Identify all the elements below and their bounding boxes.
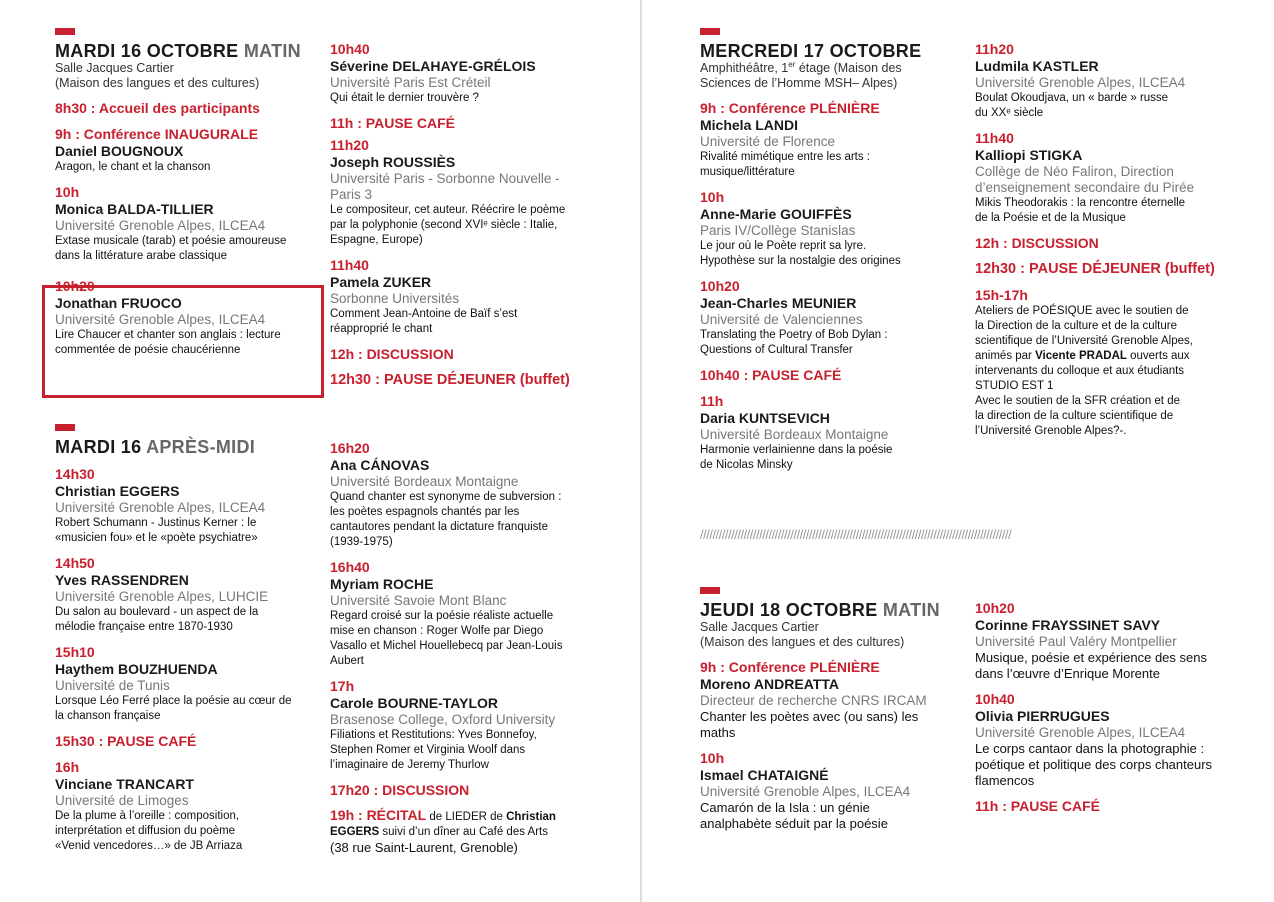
recital-address: (38 rue Saint-Laurent, Grenoble): [330, 840, 518, 855]
affiliation: Université Bordeaux Montaigne: [330, 474, 519, 489]
conference: 9h : Conférence PLÉNIÈRE: [700, 100, 880, 116]
page-fold: [640, 0, 642, 902]
talk-time: 14h30: [55, 466, 95, 482]
tue-afternoon-col2: [330, 431, 620, 855]
speaker-name: Vinciane TRANCART: [55, 776, 194, 792]
talk-title: Espagne, Europe): [330, 234, 423, 246]
talk-title: cantautores pendant la dictature franquiste: [330, 521, 549, 533]
workshop-time: 15h-17h: [975, 287, 1028, 303]
workshop-text: animés par Vicente PRADAL ouverts aux: [975, 350, 1190, 362]
affiliation: Université Paul Valéry Montpellier: [975, 634, 1177, 649]
affiliation: Université Bordeaux Montaigne: [700, 427, 889, 442]
speaker-name: Haythem BOUZHUENDA: [55, 661, 218, 677]
speaker-name: Ludmila KASTLER: [975, 58, 1099, 74]
talk-time: 11h20: [330, 137, 369, 153]
workshop-text: la direction de la culture scientifique de: [975, 410, 1174, 422]
talk-title: mise en chanson : Roger Wolfe par Diego: [330, 625, 544, 637]
talk-title: Vasallo et Michel Houellebecq par Jean-Louis: [330, 640, 563, 652]
speaker-name: Ana CÁNOVAS: [330, 457, 430, 473]
talk-time: 14h50: [55, 555, 95, 571]
speaker-name: Yves RASSENDREN: [55, 572, 189, 588]
talk-title: interprétation et diffusion du poème: [55, 825, 236, 837]
talk-title: analphabète séduit par la poésie: [700, 816, 888, 831]
affiliation: Université Paris - Sorbonne Nouvelle -: [330, 171, 560, 186]
coffee-break: 15h30 : PAUSE CAFÉ: [55, 733, 197, 749]
affiliation: Université Grenoble Alpes, ILCEA4: [700, 784, 911, 799]
talk-title: Extase musicale (tarab) et poésie amoureuse: [55, 235, 287, 247]
affiliation: Université de Florence: [700, 134, 836, 149]
talk-title: maths: [700, 725, 736, 740]
talk-title: De la plume à l’oreille : composition,: [55, 810, 240, 822]
talk-time: 10h20: [700, 278, 740, 294]
talk-time: 11h20: [975, 41, 1014, 57]
talk-title: Harmonie verlainienne dans la poésie: [700, 444, 893, 456]
talk-title: Translating the Poetry of Bob Dylan :: [700, 329, 888, 341]
affiliation: Collège de Néo Faliron, Direction: [975, 164, 1174, 179]
wed-col1: [700, 28, 955, 473]
talk-title: dans l’œuvre d’Enrique Morente: [975, 666, 1160, 681]
wed-col2: [975, 41, 1235, 439]
section-bar: [55, 424, 75, 431]
day-heading: MARDI 16 OCTOBRE MATIN: [55, 41, 301, 61]
affiliation: Université de Tunis: [55, 678, 170, 693]
affiliation: Directeur de recherche CNRS IRCAM: [700, 693, 927, 708]
talk-title: Camarón de la Isla : un génie: [700, 800, 870, 815]
speaker-name: Carole BOURNE-TAYLOR: [330, 695, 499, 711]
day-heading: JEUDI 18 OCTOBRE MATIN: [700, 600, 940, 620]
speaker-name: Moreno ANDREATTA: [700, 676, 839, 692]
talk-title: réapproprié le chant: [330, 323, 433, 335]
affiliation: Université Grenoble Alpes, ILCEA4: [55, 500, 266, 515]
talk-title: de Nicolas Minsky: [700, 459, 793, 471]
talk-time: 15h10: [55, 644, 95, 660]
affiliation: Université de Limoges: [55, 793, 189, 808]
lunch-break: 12h30 : PAUSE DÉJEUNER (buffet): [330, 372, 570, 388]
section-bar: [700, 28, 720, 35]
talk-time: 11h: [700, 393, 724, 409]
talk-title: Lire Chaucer et chanter son anglais : lecture: [55, 329, 281, 341]
day-heading: MARDI 16 APRÈS-MIDI: [55, 437, 256, 457]
talk-title: Stephen Romer et Virginia Woolf dans: [330, 744, 526, 756]
speaker-name: Joseph ROUSSIÈS: [330, 154, 456, 170]
talk-time: 10h20: [55, 278, 95, 294]
talk-title: par la polyphonie (second XVIᵉ siècle : Italie,: [330, 219, 558, 231]
venue: (Maison des langues et des cultures): [700, 635, 905, 649]
speaker-name: Myriam ROCHE: [330, 576, 434, 592]
speaker-name: Olivia PIERRUGUES: [975, 708, 1110, 724]
conference: 9h : Conférence PLÉNIÈRE: [700, 659, 880, 675]
venue: Salle Jacques Cartier: [700, 620, 819, 634]
affiliation: Paris 3: [330, 187, 373, 202]
welcome: 8h30 : Accueil des participants: [55, 100, 260, 116]
talk-title: Robert Schumann - Justinus Kerner : le: [55, 517, 257, 529]
talk-title: Filiations et Restitutions: Yves Bonnefoy,: [330, 729, 537, 741]
talk-title: Aubert: [330, 655, 364, 667]
talk-title: les poètes espagnols chantés par les: [330, 506, 520, 518]
talk-title: Lorsque Léo Ferré place la poésie au cœur de: [55, 695, 292, 707]
speaker-name: Jonathan FRUOCO: [55, 295, 182, 311]
talk-title: Chanter les poètes avec (ou sans) les: [700, 709, 919, 724]
tue-morning-col1: [55, 28, 320, 358]
affiliation: Université Paris Est Créteil: [330, 75, 491, 90]
talk-time: 17h: [330, 678, 355, 694]
talk-time: 11h40: [330, 257, 369, 273]
section-bar: [700, 587, 720, 594]
affiliation: Université Grenoble Alpes, ILCEA4: [975, 725, 1186, 740]
affiliation: Université Grenoble Alpes, ILCEA4: [55, 218, 266, 233]
talk-title: Mikis Theodorakis : la rencontre éternelle: [975, 197, 1186, 209]
workshop-text: Ateliers de POÉSIQUE avec le soutien de: [975, 305, 1189, 317]
talk-title: de la Poésie et de la Musique: [975, 212, 1126, 224]
venue: Salle Jacques Cartier: [55, 61, 174, 75]
talk-time: 10h40: [330, 41, 370, 57]
talk-title: Qui était le dernier trouvère ?: [330, 92, 479, 104]
talk-title: flamencos: [975, 773, 1035, 788]
lunch-break: 12h30 : PAUSE DÉJEUNER (buffet): [975, 261, 1215, 277]
speaker-name: Kalliopi STIGKA: [975, 147, 1083, 163]
conference: 9h : Conférence INAUGURALE: [55, 126, 259, 142]
talk-title: l’imaginaire de Jeremy Thurlow: [330, 759, 489, 771]
day-heading: MERCREDI 17 OCTOBRE: [700, 41, 922, 61]
recital: 19h : RÉCITAL de LIEDER de Christian: [330, 807, 556, 823]
speaker-name: Corinne FRAYSSINET SAVY: [975, 617, 1161, 633]
talk-time: 16h40: [330, 559, 370, 575]
talk-title: commentée de poésie chaucérienne: [55, 344, 241, 356]
talk-title: Rivalité mimétique entre les arts :: [700, 151, 871, 163]
venue: Amphithéâtre, 1er étage (Maison des: [700, 59, 902, 75]
talk-title: Musique, poésie et expérience des sens: [975, 650, 1207, 665]
workshop-text: la Direction de la culture et de la culture: [975, 320, 1177, 332]
workshop-text: STUDIO EST 1: [975, 380, 1054, 392]
tue-morning-col2: [330, 41, 620, 389]
coffee-break: 10h40 : PAUSE CAFÉ: [700, 367, 842, 383]
talk-time: 11h40: [975, 130, 1014, 146]
speaker-name: Pamela ZUKER: [330, 274, 432, 290]
speaker-name: Anne-Marie GOUIFFÈS: [700, 206, 852, 222]
talk-time: 16h20: [330, 440, 370, 456]
recital: EGGERS suivi d’un dîner au Café des Arts: [330, 826, 548, 838]
talk-title: «musicien fou» et le «poète psychiatre»: [55, 532, 258, 544]
talk-title: Aragon, le chant et la chanson: [55, 161, 211, 173]
discussion: 12h : DISCUSSION: [330, 346, 454, 362]
talk-time: 10h: [55, 184, 80, 200]
talk-title: Le corps cantaor dans la photographie :: [975, 741, 1205, 756]
talk-title: Comment Jean-Antoine de Baïf s’est: [330, 308, 518, 320]
talk-title: Hypothèse sur la nostalgie des origines: [700, 255, 901, 267]
affiliation: Université Grenoble Alpes, ILCEA4: [55, 312, 266, 327]
talk-title: musique/littérature: [700, 166, 795, 178]
affiliation: Paris IV/Collège Stanislas: [700, 223, 856, 238]
talk-title: Boulat Okoudjava, un « barde » russe: [975, 92, 1169, 104]
talk-time: 10h40: [975, 691, 1015, 707]
talk-title: poétique et politique des corps chanteurs: [975, 757, 1213, 772]
separator: ////////////////////////////////////////////////////////////////////////////////////////////////////: [700, 527, 1012, 542]
talk-time: 10h20: [975, 600, 1015, 616]
section-bar: [55, 28, 75, 35]
talk-title: Du salon au boulevard - un aspect de la: [55, 606, 259, 618]
workshop-text: Avec le soutien de la SFR création et de: [975, 395, 1180, 407]
discussion: 17h20 : DISCUSSION: [330, 782, 470, 798]
affiliation: Université Savoie Mont Blanc: [330, 593, 507, 608]
speaker-name: Monica BALDA-TILLIER: [55, 201, 214, 217]
talk-title: Le compositeur, cet auteur. Réécrire le poème: [330, 204, 566, 216]
coffee-break: 11h : PAUSE CAFÉ: [975, 798, 1100, 814]
venue: (Maison des langues et des cultures): [55, 76, 260, 90]
workshop-text: intervenants du colloque et aux étudiants: [975, 365, 1185, 377]
talk-title: Regard croisé sur la poésie réaliste actuelle: [330, 610, 554, 622]
affiliation: Université Grenoble Alpes, ILCEA4: [975, 75, 1186, 90]
talk-title: Questions of Cultural Transfer: [700, 344, 853, 356]
speaker-name: Michela LANDI: [700, 117, 799, 133]
talk-time: 10h: [700, 189, 725, 205]
affiliation: Brasenose College, Oxford University: [330, 712, 556, 727]
coffee-break: 11h : PAUSE CAFÉ: [330, 115, 455, 131]
talk-title: «Venid vencedores…» de JB Arriaza: [55, 840, 243, 852]
affiliation: Université de Valenciennes: [700, 312, 863, 327]
thu-col1: [700, 587, 965, 832]
speaker-name: Séverine DELAHAYE-GRÉLOIS: [330, 58, 536, 74]
talk-title: (1939-1975): [330, 536, 393, 548]
workshop-text: l’Université Grenoble Alpes?-.: [975, 425, 1127, 437]
speaker-name: Daria KUNTSEVICH: [700, 410, 830, 426]
speaker-name: Daniel BOUGNOUX: [55, 143, 184, 159]
talk-title: Quand chanter est synonyme de subversion :: [330, 491, 562, 503]
thu-col2: [975, 600, 1245, 815]
talk-title: Le jour où le Poète reprit sa lyre.: [700, 240, 867, 252]
venue: Sciences de l’Homme MSH– Alpes): [700, 76, 898, 90]
affiliation: Université Grenoble Alpes, LUHCIE: [55, 589, 269, 604]
talk-title: la chanson française: [55, 710, 161, 722]
workshop-text: scientifique de l’Université Grenoble Alpes,: [975, 335, 1193, 347]
talk-title: mélodie française entre 1870-1930: [55, 621, 233, 633]
affiliation: d’enseignement secondaire du Pirée: [975, 180, 1195, 195]
talk-time: 10h: [700, 750, 725, 766]
discussion: 12h : DISCUSSION: [975, 235, 1099, 251]
speaker-name: Christian EGGERS: [55, 483, 180, 499]
affiliation: Sorbonne Universités: [330, 291, 460, 306]
speaker-name: Jean-Charles MEUNIER: [700, 295, 857, 311]
speaker-name: Ismael CHATAIGNÉ: [700, 767, 829, 783]
talk-title: du XXᵉ siècle: [975, 107, 1044, 119]
talk-time: 16h: [55, 759, 80, 775]
tue-afternoon-col1: [55, 424, 325, 854]
talk-title: dans la littérature arabe classique: [55, 250, 227, 262]
